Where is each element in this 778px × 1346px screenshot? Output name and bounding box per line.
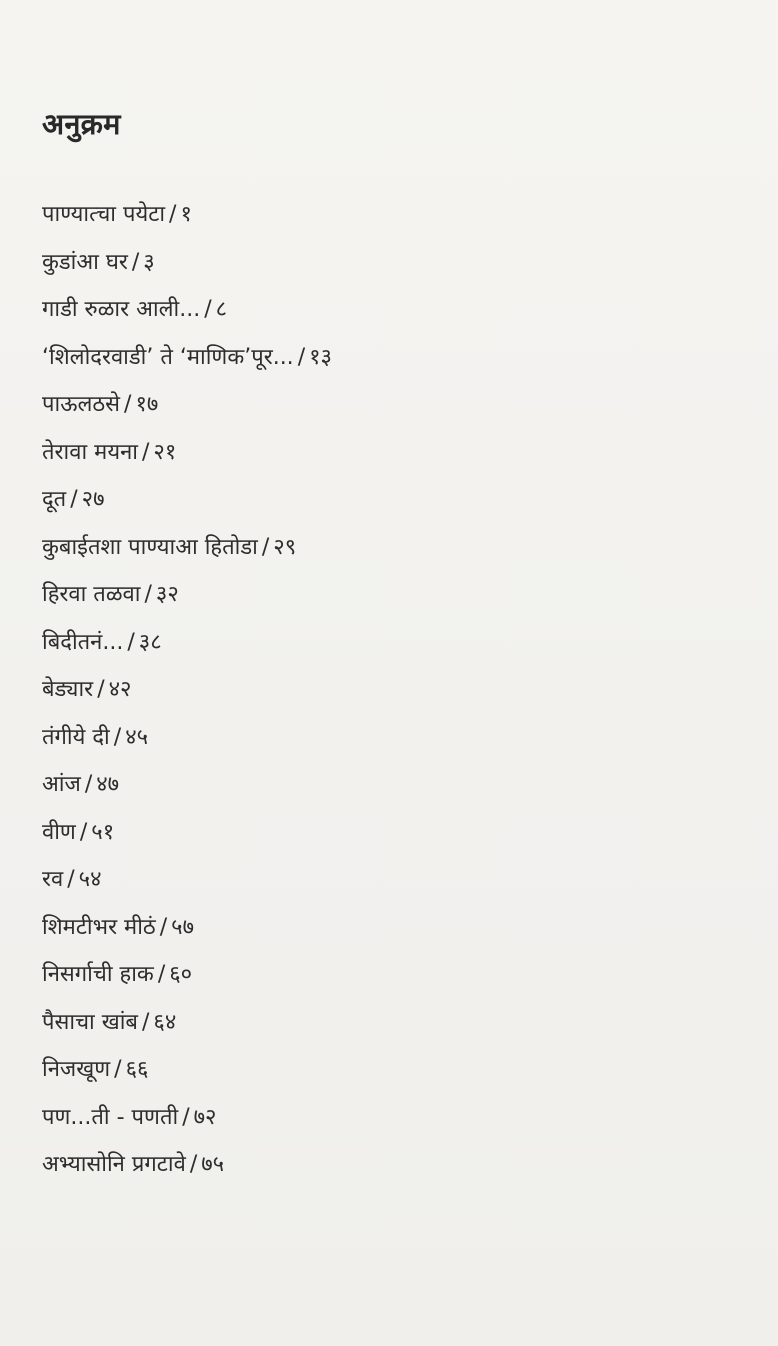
toc-separator: / xyxy=(79,819,88,845)
toc-entry-title: कुबाईतशा पाण्याआ हितोडा xyxy=(42,534,258,560)
toc-separator: / xyxy=(169,202,177,227)
toc-entry-title: हिरवा तळवा xyxy=(42,582,141,607)
toc-entry xyxy=(42,816,742,864)
toc-separator: / xyxy=(113,724,122,750)
toc-entry xyxy=(42,1006,742,1054)
toc-entry xyxy=(42,246,742,294)
toc-entry-page: १७ xyxy=(135,392,159,417)
toc-separator: / xyxy=(124,392,132,417)
toc-entry xyxy=(42,1148,742,1196)
toc-entry xyxy=(42,388,742,436)
toc-separator: / xyxy=(84,772,93,797)
toc-entry xyxy=(42,673,742,721)
toc-entry-page: २१ xyxy=(153,439,177,465)
toc-entry-title: दूत xyxy=(42,487,67,512)
toc-entry-page: ८ xyxy=(215,297,228,322)
toc-entry xyxy=(42,1101,742,1149)
toc-separator: / xyxy=(70,487,78,512)
toc-entry-page: १३ xyxy=(309,344,332,370)
table-of-contents xyxy=(42,198,742,1196)
toc-entry-page: ३८ xyxy=(138,629,162,655)
toc-separator: / xyxy=(189,1152,198,1177)
toc-entry xyxy=(42,293,742,341)
toc-separator: / xyxy=(144,582,152,607)
toc-entry xyxy=(42,1053,742,1101)
toc-entry-page: ७५ xyxy=(201,1152,225,1177)
toc-entry xyxy=(42,578,742,626)
toc-entry-page: ३२ xyxy=(155,582,179,607)
toc-entry-title: पण...ती - पणती xyxy=(42,1104,179,1130)
toc-entry xyxy=(42,768,742,816)
toc-entry-page: २७ xyxy=(81,487,105,512)
toc-separator: / xyxy=(297,344,306,370)
toc-entry-title: कुडांआ घर xyxy=(42,249,128,275)
toc-entry-page: ५१ xyxy=(91,819,115,845)
toc-entry xyxy=(42,626,742,674)
toc-entry xyxy=(42,911,742,959)
toc-separator: / xyxy=(114,1057,122,1082)
toc-separator: / xyxy=(261,534,270,560)
toc-entry-page: ६० xyxy=(169,962,193,987)
toc-entry-title: बिदीतनं... xyxy=(42,629,124,655)
toc-entry xyxy=(42,531,742,579)
toc-entry-page: २९ xyxy=(273,534,297,560)
toc-separator: / xyxy=(131,249,140,275)
toc-entry xyxy=(42,436,742,484)
toc-entry-title: रव xyxy=(42,867,64,892)
toc-entry-page: ४५ xyxy=(125,724,149,750)
toc-entry xyxy=(42,483,742,531)
toc-entry-page: ६४ xyxy=(153,1009,177,1035)
toc-separator: / xyxy=(97,677,105,702)
toc-entry xyxy=(42,721,742,769)
toc-entry-title: बेड्यार xyxy=(42,677,94,702)
toc-separator: / xyxy=(157,962,166,987)
toc-entry-page: ६६ xyxy=(125,1057,149,1082)
toc-entry-page: ७२ xyxy=(193,1104,217,1130)
toc-entry-title: अभ्यासोनि प्रगटावे xyxy=(42,1152,186,1177)
toc-entry-page: ४७ xyxy=(96,772,120,797)
toc-entry-title: तंगीये दी xyxy=(42,724,110,750)
toc-entry-title: पैसाचा खांब xyxy=(42,1009,138,1035)
toc-separator: / xyxy=(67,867,75,892)
toc-separator: / xyxy=(159,914,168,940)
toc-entry-title: ‘शिलोदरवाडी’ ते ‘माणिक’पूर... xyxy=(42,344,294,370)
toc-entry-title: आंज xyxy=(42,772,81,797)
toc-separator: / xyxy=(204,297,212,322)
toc-entry-title: तेरावा मयना xyxy=(42,439,138,465)
toc-entry-title: वीण xyxy=(42,819,76,845)
toc-separator: / xyxy=(127,629,135,655)
contents-heading: अनुक्रम xyxy=(42,107,121,141)
toc-entry xyxy=(42,341,742,389)
toc-separator: / xyxy=(182,1104,190,1130)
toc-entry xyxy=(42,863,742,911)
toc-entry-page: ५४ xyxy=(78,867,102,892)
toc-entry-page: ३ xyxy=(143,249,155,275)
toc-entry-page: १ xyxy=(180,202,192,227)
toc-entry xyxy=(42,958,742,1006)
toc-entry-title: निजखूण xyxy=(42,1057,111,1082)
toc-entry-page: ४२ xyxy=(108,677,132,702)
toc-entry-title: गाडी रुळार आली... xyxy=(42,297,201,322)
toc-separator: / xyxy=(141,1009,150,1035)
toc-entry-title: पाऊलठसे xyxy=(42,392,121,417)
toc-entry-page: ५७ xyxy=(171,914,195,940)
toc-separator: / xyxy=(141,439,150,465)
toc-entry-title: शिमटीभर मीठं xyxy=(42,914,156,940)
toc-entry xyxy=(42,198,742,246)
toc-entry-title: निसर्गाची हाक xyxy=(42,962,154,987)
toc-entry-title: पाण्यात्चा पयेटा xyxy=(42,202,166,227)
